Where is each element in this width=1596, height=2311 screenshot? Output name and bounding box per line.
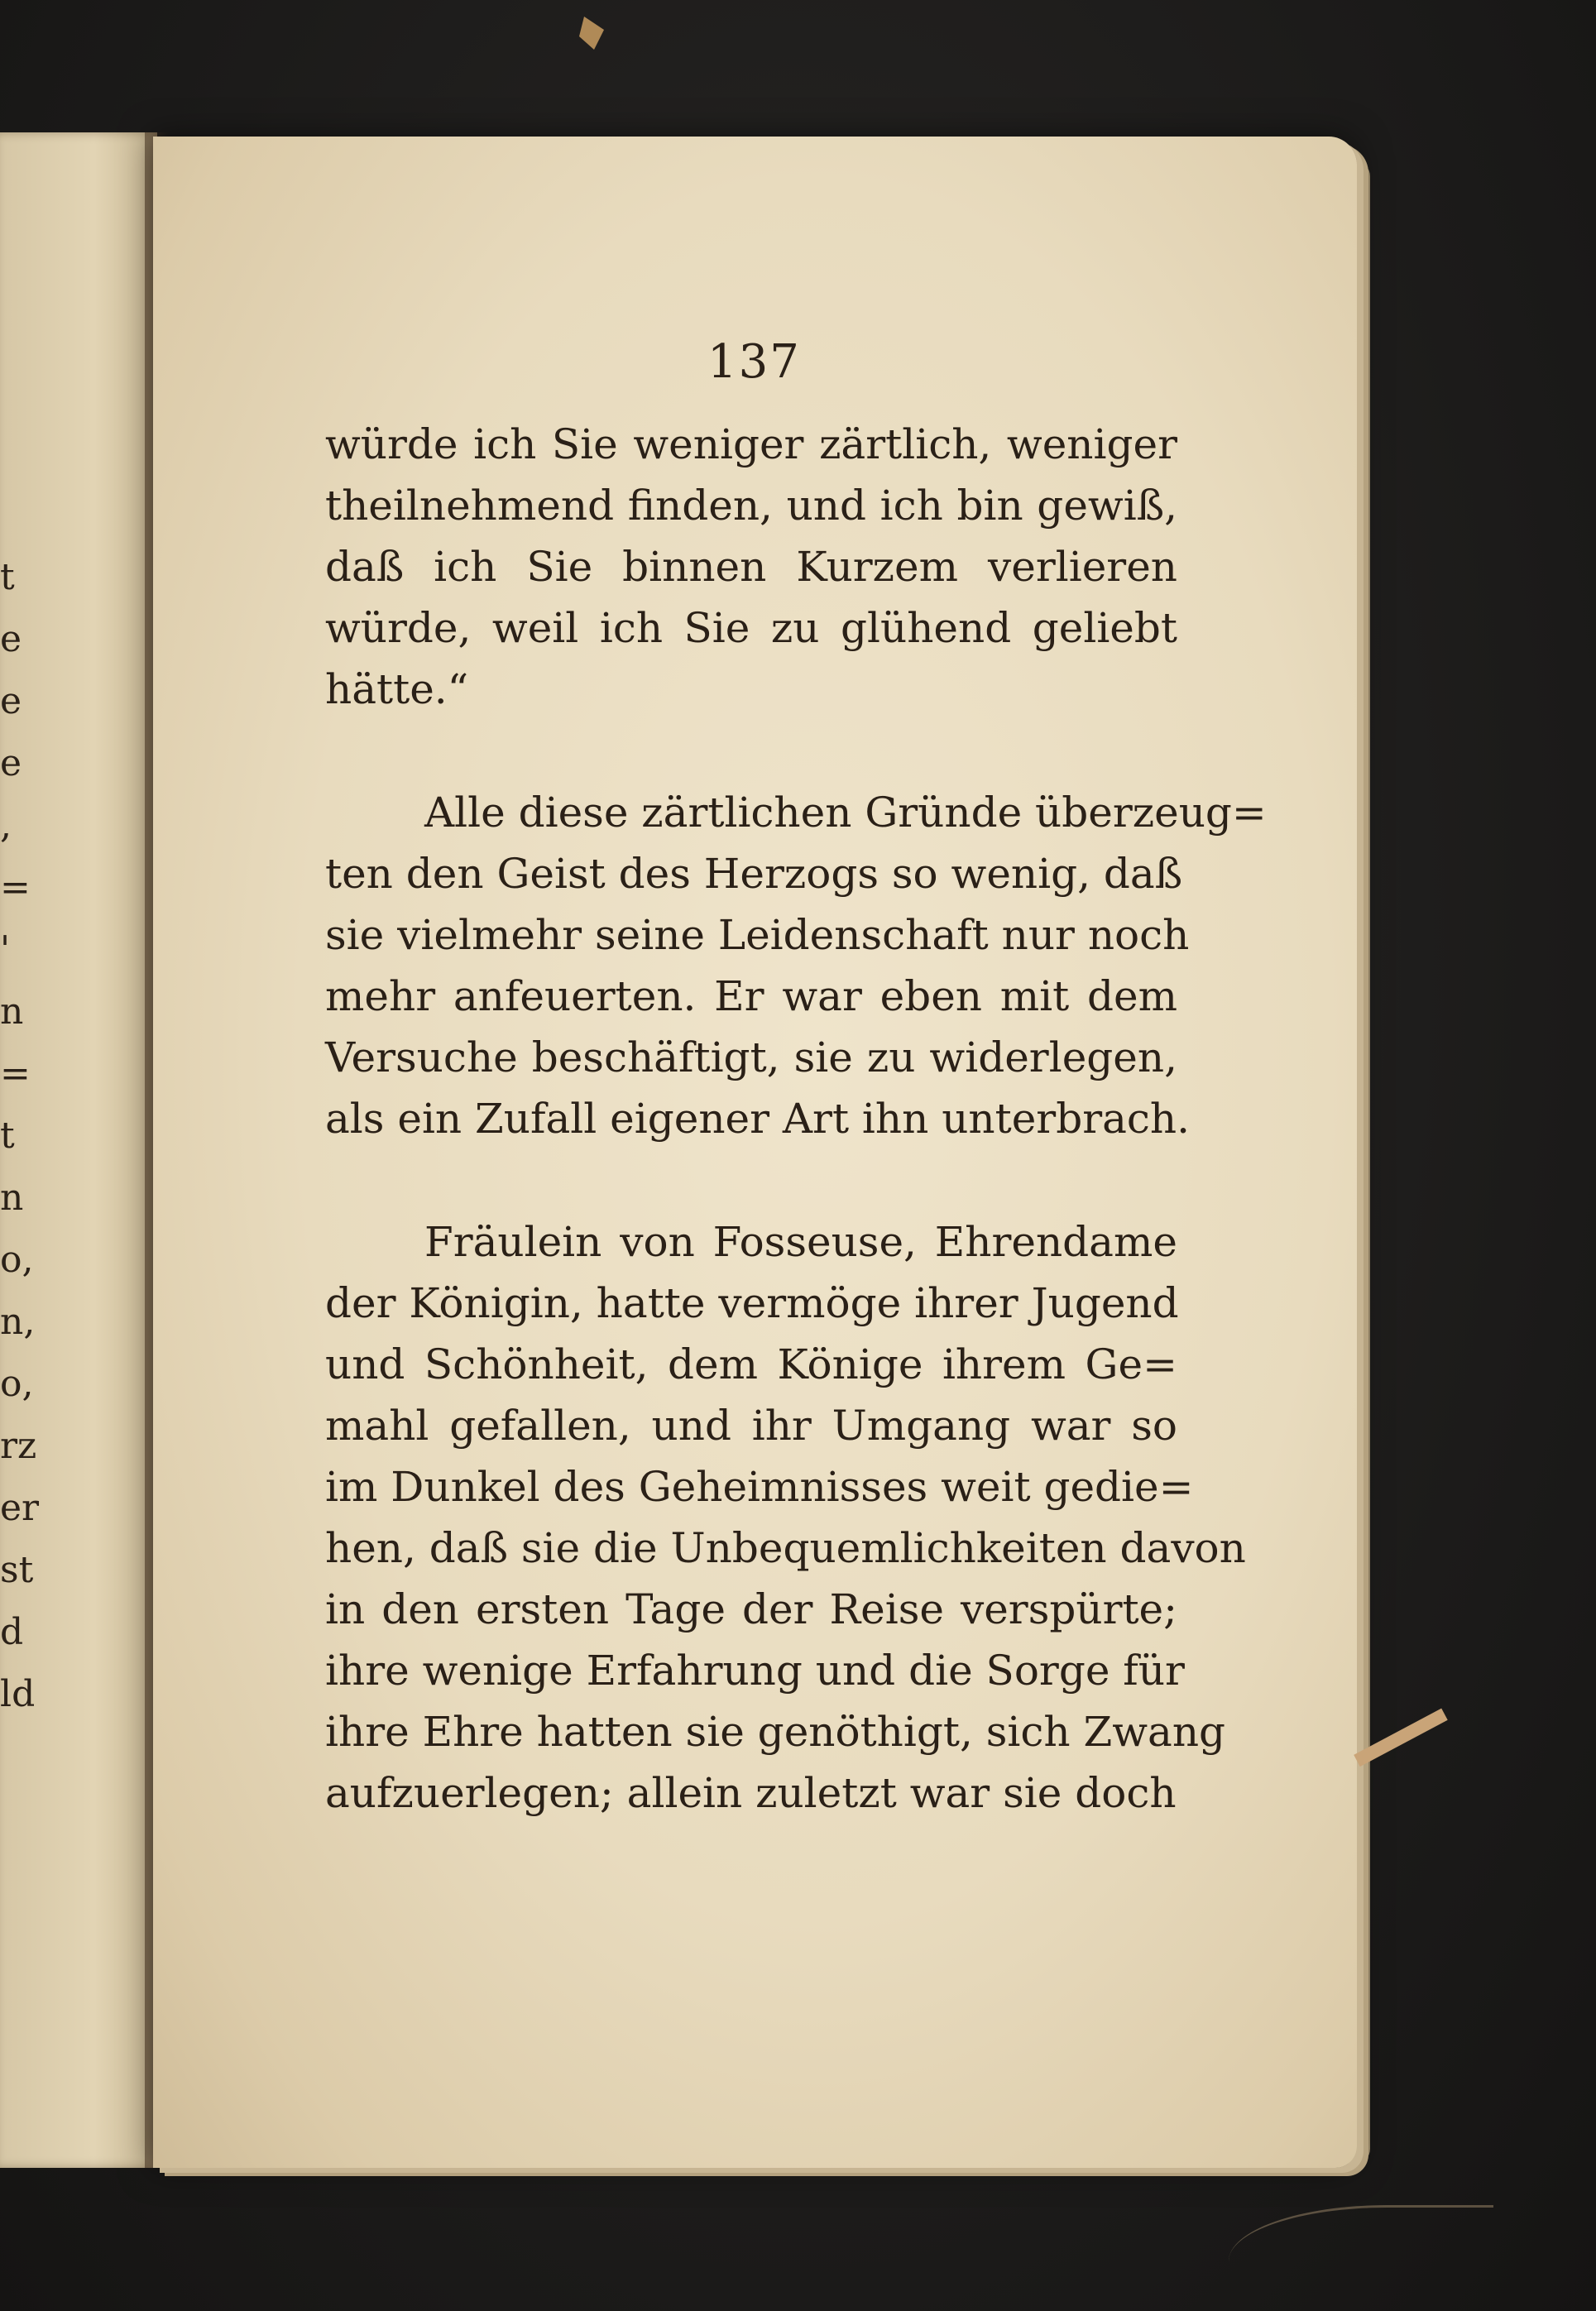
page-text-body xyxy=(325,414,1267,1824)
previous-page-fragment: t xyxy=(0,1115,15,1157)
text-line: ten den Geist des Herzogs so wenig, daß xyxy=(325,850,1183,898)
text-line: aufzuerlegen; allein zuletzt war sie doch xyxy=(325,1769,1177,1817)
paragraph xyxy=(325,414,1177,720)
text-line: der Königin, hatte vermöge ihrer Jugend xyxy=(325,1279,1179,1327)
paper-scrap-top xyxy=(579,17,604,50)
text-line: ihre Ehre hatten sie genöthigt, sich Zwang xyxy=(325,1708,1226,1756)
previous-page-fragment: e xyxy=(0,742,22,784)
text-line: sie vielmehr seine Leidenschaft nur noch xyxy=(325,911,1190,959)
text-line: im Dunkel des Geheimnisses weit gedie= xyxy=(325,1463,1194,1511)
page-number: 137 xyxy=(707,335,801,389)
text-line: daß ich Sie binnen Kurzem verlieren xyxy=(325,543,1177,591)
previous-page-text-fragments xyxy=(0,546,40,1953)
text-line: hen, daß sie die Unbequemlichkeiten davon xyxy=(325,1524,1246,1572)
previous-page-fragment: d xyxy=(0,1611,24,1653)
previous-page-fragment: er xyxy=(0,1487,40,1529)
text-line: hätte.“ xyxy=(325,665,469,713)
text-line: Fräulein von Fosseuse, Ehrendame xyxy=(424,1218,1177,1266)
previous-page-edge xyxy=(0,132,157,2168)
text-line: mehr anfeuerten. Er war eben mit dem xyxy=(325,972,1177,1020)
text-line: und Schönheit, dem Könige ihrem Ge= xyxy=(325,1340,1177,1388)
text-line: Alle diese zärtlichen Gründe überzeug= xyxy=(424,789,1267,837)
text-line: in den ersten Tage der Reise verspürte; xyxy=(325,1585,1177,1633)
previous-page-fragment: e xyxy=(0,680,22,722)
text-line: würde, weil ich Sie zu glühend geliebt xyxy=(325,604,1177,652)
previous-page-fragment: , xyxy=(0,804,12,846)
previous-page-fragment: st xyxy=(0,1549,34,1591)
previous-page-fragment: rz xyxy=(0,1425,37,1467)
previous-page-fragment: t xyxy=(0,556,15,598)
text-line: mahl gefallen, und ihr Umgang war so xyxy=(325,1402,1177,1450)
previous-page-fragment: e xyxy=(0,618,22,660)
text-line: würde ich Sie weniger zärtlich, weniger xyxy=(325,420,1177,468)
previous-page-fragment: ' xyxy=(0,928,11,971)
text-line: ihre wenige Erfahrung und die Sorge für xyxy=(325,1647,1185,1695)
previous-page-fragment: = xyxy=(0,866,31,909)
text-line: Versuche beschäftigt, sie zu widerlegen, xyxy=(325,1033,1177,1081)
previous-page-fragment: = xyxy=(0,1052,31,1095)
previous-page-fragment: n xyxy=(0,990,24,1033)
previous-page-fragment: o, xyxy=(0,1239,34,1281)
paragraph xyxy=(325,782,1267,1149)
previous-page-fragment: o, xyxy=(0,1363,34,1405)
text-line: theilnehmend finden, und ich bin gewiß, xyxy=(325,482,1177,530)
paragraph-gap xyxy=(325,720,1177,782)
previous-page-fragment: n, xyxy=(0,1301,36,1343)
previous-page-fragment: ld xyxy=(0,1673,36,1715)
paragraph xyxy=(325,1211,1246,1824)
page-corner-crease xyxy=(1229,2205,1493,2299)
text-line: als ein Zufall eigener Art ihn unterbrach. xyxy=(325,1095,1191,1143)
previous-page-fragment: n xyxy=(0,1177,24,1219)
paragraph-gap xyxy=(325,1149,1177,1211)
